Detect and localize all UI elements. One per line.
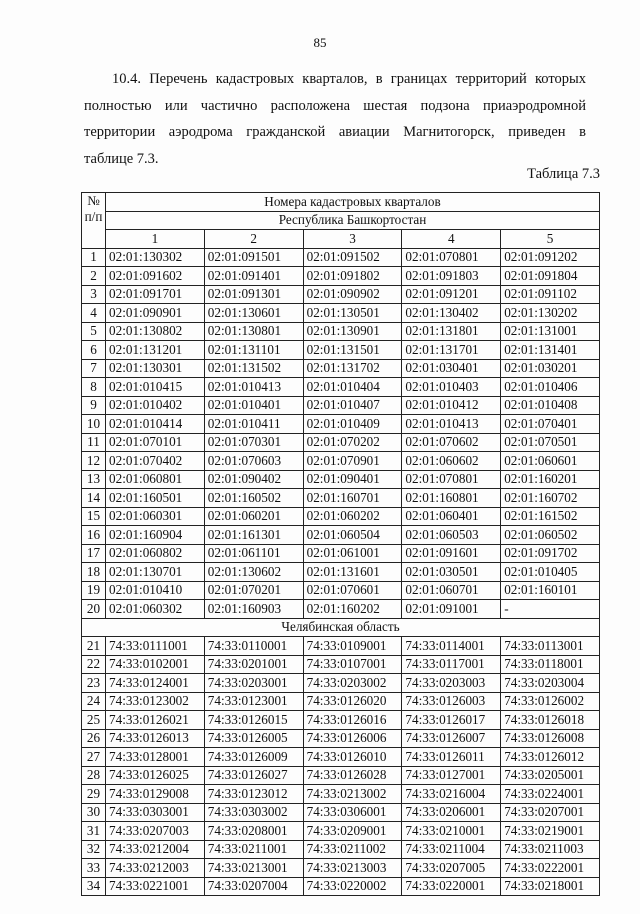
cadastral-code-cell: 02:01:060401	[402, 507, 501, 526]
cadastral-code-cell: 74:33:0126016	[303, 711, 402, 730]
cadastral-code-cell: 02:01:131501	[303, 341, 402, 360]
cadastral-code-cell: 74:33:0128001	[106, 748, 205, 767]
cadastral-code-cell: 02:01:060301	[106, 507, 205, 526]
column-number: 1	[106, 230, 205, 249]
table-row	[82, 489, 600, 508]
cadastral-code-cell: 74:33:0111001	[106, 637, 205, 656]
cadastral-code-cell: 02:01:060801	[106, 470, 205, 489]
cadastral-code-cell: 02:01:010402	[106, 396, 205, 415]
cadastral-code-cell: 02:01:010415	[106, 378, 205, 397]
cadastral-code-cell: 74:33:0203004	[501, 674, 600, 693]
cadastral-code-cell: 02:01:130202	[501, 304, 600, 323]
row-number: 21	[82, 637, 106, 656]
cadastral-code-cell: 02:01:030401	[402, 359, 501, 378]
table-row	[82, 526, 600, 545]
cadastral-code-cell: 02:01:060504	[303, 526, 402, 545]
cadastral-code-cell: 02:01:160502	[204, 489, 303, 508]
table-row	[82, 507, 600, 526]
column-number: 3	[303, 230, 402, 249]
cadastral-code-cell: 02:01:091803	[402, 267, 501, 286]
cadastral-code-cell: 02:01:160702	[501, 489, 600, 508]
cadastral-code-cell: 74:33:0213003	[303, 859, 402, 878]
cadastral-code-cell: 74:33:0213002	[303, 785, 402, 804]
cadastral-code-cell: 74:33:0126007	[402, 729, 501, 748]
table-row	[82, 859, 600, 878]
cadastral-code-cell: 02:01:070602	[402, 433, 501, 452]
row-number: 13	[82, 470, 106, 489]
row-number: 7	[82, 359, 106, 378]
row-number: 23	[82, 674, 106, 693]
cadastral-code-cell: 74:33:0126005	[204, 729, 303, 748]
row-number: 6	[82, 341, 106, 360]
cadastral-code-cell: 74:33:0218001	[501, 877, 600, 896]
cadastral-code-cell: 74:33:0126009	[204, 748, 303, 767]
cadastral-code-cell: 02:01:060503	[402, 526, 501, 545]
cadastral-code-cell: 74:33:0210001	[402, 822, 501, 841]
cadastral-code-cell: 02:01:010412	[402, 396, 501, 415]
header-number-abbr: п/п	[84, 209, 103, 224]
column-number: 5	[501, 230, 600, 249]
cadastral-code-cell: 74:33:0126010	[303, 748, 402, 767]
row-number: 31	[82, 822, 106, 841]
cadastral-code-cell: 02:01:070202	[303, 433, 402, 452]
cadastral-code-cell: 74:33:0211004	[402, 840, 501, 859]
cadastral-code-cell: 02:01:070101	[106, 433, 205, 452]
cadastral-code-cell: 74:33:0211003	[501, 840, 600, 859]
paragraph-line: территории аэродрома гражданской авиации Магнитогорск, приведен в	[84, 124, 586, 140]
cadastral-code-cell: 74:33:0212003	[106, 859, 205, 878]
cadastral-code-cell: 02:01:130301	[106, 359, 205, 378]
cadastral-code-cell: 74:33:0126006	[303, 729, 402, 748]
cadastral-code-cell: 74:33:0211001	[204, 840, 303, 859]
cadastral-code-cell: 74:33:0220001	[402, 877, 501, 896]
table-row	[82, 729, 600, 748]
cadastral-code-cell: -	[501, 600, 600, 619]
row-number: 11	[82, 433, 106, 452]
row-number: 8	[82, 378, 106, 397]
cadastral-code-cell: 74:33:0126011	[402, 748, 501, 767]
table-header-row	[82, 193, 600, 212]
cadastral-code-cell: 02:01:070801	[402, 470, 501, 489]
header-number-cell	[82, 193, 106, 249]
cadastral-code-cell: 74:33:0123002	[106, 692, 205, 711]
cadastral-code-cell: 74:33:0110001	[204, 637, 303, 656]
cadastral-code-cell: 74:33:0224001	[501, 785, 600, 804]
cadastral-code-cell: 02:01:061001	[303, 544, 402, 563]
row-number: 3	[82, 285, 106, 304]
cadastral-code-cell: 02:01:010409	[303, 415, 402, 434]
cadastral-code-cell: 02:01:091702	[501, 544, 600, 563]
header-number-sign: №	[87, 193, 100, 208]
cadastral-code-cell: 74:33:0201001	[204, 655, 303, 674]
cadastral-code-cell: 74:33:0208001	[204, 822, 303, 841]
cadastral-code-cell: 02:01:161502	[501, 507, 600, 526]
cadastral-code-cell: 74:33:0219001	[501, 822, 600, 841]
cadastral-code-cell: 74:33:0209001	[303, 822, 402, 841]
table-row	[82, 433, 600, 452]
table-row	[82, 581, 600, 600]
column-number: 2	[204, 230, 303, 249]
cadastral-code-cell: 02:01:010414	[106, 415, 205, 434]
cadastral-code-cell: 74:33:0113001	[501, 637, 600, 656]
cadastral-code-cell: 02:01:060802	[106, 544, 205, 563]
cadastral-code-cell: 74:33:0203002	[303, 674, 402, 693]
cadastral-code-cell: 74:33:0221001	[106, 877, 205, 896]
cadastral-code-cell: 74:33:0306001	[303, 803, 402, 822]
row-number: 24	[82, 692, 106, 711]
cadastral-code-cell: 74:33:0109001	[303, 637, 402, 656]
cadastral-code-cell: 02:01:161301	[204, 526, 303, 545]
cadastral-code-cell: 02:01:070301	[204, 433, 303, 452]
table-row	[82, 692, 600, 711]
cadastral-code-cell: 02:01:160904	[106, 526, 205, 545]
cadastral-code-cell: 02:01:160701	[303, 489, 402, 508]
table-row	[82, 563, 600, 582]
cadastral-code-cell: 74:33:0206001	[402, 803, 501, 822]
cadastral-code-cell: 02:01:070603	[204, 452, 303, 471]
section-title: Челябинская область	[82, 618, 600, 637]
row-number: 28	[82, 766, 106, 785]
row-number: 18	[82, 563, 106, 582]
row-number: 9	[82, 396, 106, 415]
cadastral-code-cell: 02:01:131801	[402, 322, 501, 341]
cadastral-code-cell: 74:33:0207005	[402, 859, 501, 878]
section-title: Республика Башкортостан	[106, 211, 600, 230]
cadastral-code-cell: 74:33:0303001	[106, 803, 205, 822]
paragraph-line: таблице 7.3.	[84, 150, 159, 167]
cadastral-code-cell: 74:33:0211002	[303, 840, 402, 859]
table-row	[82, 766, 600, 785]
cadastral-code-cell: 74:33:0205001	[501, 766, 600, 785]
cadastral-code-cell: 02:01:130701	[106, 563, 205, 582]
cadastral-code-cell: 74:33:0126003	[402, 692, 501, 711]
cadastral-code-cell: 74:33:0216004	[402, 785, 501, 804]
cadastral-code-cell: 02:01:061101	[204, 544, 303, 563]
cadastral-code-cell: 74:33:0126028	[303, 766, 402, 785]
cadastral-code-cell: 02:01:060602	[402, 452, 501, 471]
cadastral-code-cell: 02:01:091201	[402, 285, 501, 304]
cadastral-code-cell: 02:01:131601	[303, 563, 402, 582]
table-row	[82, 285, 600, 304]
cadastral-code-cell: 02:01:010401	[204, 396, 303, 415]
table-row	[82, 415, 600, 434]
row-number: 10	[82, 415, 106, 434]
row-number: 4	[82, 304, 106, 323]
row-number: 12	[82, 452, 106, 471]
cadastral-code-cell: 74:33:0126002	[501, 692, 600, 711]
cadastral-code-cell: 02:01:060201	[204, 507, 303, 526]
table-row	[82, 748, 600, 767]
cadastral-code-cell: 02:01:160903	[204, 600, 303, 619]
cadastral-code-cell: 74:33:0117001	[402, 655, 501, 674]
header-main-title: Номера кадастровых кварталов	[106, 193, 600, 212]
table-row	[82, 674, 600, 693]
cadastral-code-cell: 02:01:091502	[303, 248, 402, 267]
row-number: 32	[82, 840, 106, 859]
cadastral-code-cell: 02:01:060302	[106, 600, 205, 619]
intro-paragraph	[84, 66, 586, 172]
table-row	[82, 470, 600, 489]
cadastral-code-cell: 02:01:091202	[501, 248, 600, 267]
cadastral-code-cell: 02:01:010407	[303, 396, 402, 415]
cadastral-code-cell: 02:01:091804	[501, 267, 600, 286]
cadastral-code-cell: 02:01:131701	[402, 341, 501, 360]
table-row	[82, 600, 600, 619]
cadastral-code-cell: 74:33:0207001	[501, 803, 600, 822]
cadastral-code-cell: 02:01:090902	[303, 285, 402, 304]
cadastral-code-cell: 02:01:010410	[106, 581, 205, 600]
table-body	[82, 248, 600, 896]
cadastral-code-cell: 74:33:0107001	[303, 655, 402, 674]
cadastral-code-cell: 02:01:091601	[402, 544, 501, 563]
cadastral-code-cell: 02:01:070401	[501, 415, 600, 434]
cadastral-code-cell: 02:01:091401	[204, 267, 303, 286]
cadastral-code-cell: 02:01:160801	[402, 489, 501, 508]
cadastral-code-cell: 74:33:0303002	[204, 803, 303, 822]
cadastral-code-cell: 02:01:060502	[501, 526, 600, 545]
row-number: 20	[82, 600, 106, 619]
cadastral-code-cell: 02:01:060601	[501, 452, 600, 471]
cadastral-code-cell: 02:01:160201	[501, 470, 600, 489]
paragraph-line: полностью или частично расположена шестая подзона приаэродромной	[84, 97, 586, 114]
table-row	[82, 322, 600, 341]
cadastral-code-cell: 02:01:090402	[204, 470, 303, 489]
cadastral-code-cell: 02:01:130602	[204, 563, 303, 582]
page-number: 85	[313, 35, 327, 50]
column-number: 4	[402, 230, 501, 249]
cadastral-code-cell: 02:01:090901	[106, 304, 205, 323]
cadastral-code-cell: 74:33:0203003	[402, 674, 501, 693]
cadastral-code-cell: 74:33:0213001	[204, 859, 303, 878]
row-number: 2	[82, 267, 106, 286]
cadastral-code-cell: 02:01:131401	[501, 341, 600, 360]
cadastral-code-cell: 02:01:070402	[106, 452, 205, 471]
cadastral-code-cell: 02:01:130302	[106, 248, 205, 267]
cadastral-code-cell: 02:01:091001	[402, 600, 501, 619]
row-number: 22	[82, 655, 106, 674]
row-number: 19	[82, 581, 106, 600]
row-number: 29	[82, 785, 106, 804]
cadastral-code-cell: 02:01:131001	[501, 322, 600, 341]
cadastral-code-cell: 02:01:090401	[303, 470, 402, 489]
cadastral-quarters-table	[81, 192, 600, 896]
cadastral-code-cell: 74:33:0126025	[106, 766, 205, 785]
cadastral-code-cell: 02:01:160202	[303, 600, 402, 619]
table-region-row	[82, 211, 600, 230]
row-number: 15	[82, 507, 106, 526]
cadastral-code-cell: 02:01:091301	[204, 285, 303, 304]
table-row	[82, 378, 600, 397]
table-row	[82, 840, 600, 859]
row-number: 16	[82, 526, 106, 545]
cadastral-code-cell: 02:01:060701	[402, 581, 501, 600]
cadastral-code-cell: 02:01:130501	[303, 304, 402, 323]
cadastral-code-cell: 02:01:091102	[501, 285, 600, 304]
cadastral-code-cell: 02:01:010406	[501, 378, 600, 397]
cadastral-code-cell: 02:01:010405	[501, 563, 600, 582]
cadastral-code-cell: 74:33:0114001	[402, 637, 501, 656]
row-number: 26	[82, 729, 106, 748]
table-row	[82, 655, 600, 674]
cadastral-code-cell: 02:01:091602	[106, 267, 205, 286]
row-number: 30	[82, 803, 106, 822]
table-row	[82, 877, 600, 896]
row-number: 34	[82, 877, 106, 896]
cadastral-code-cell: 02:01:160501	[106, 489, 205, 508]
row-number: 5	[82, 322, 106, 341]
cadastral-code-cell: 02:01:010411	[204, 415, 303, 434]
cadastral-code-cell: 02:01:030501	[402, 563, 501, 582]
cadastral-code-cell: 02:01:070601	[303, 581, 402, 600]
cadastral-code-cell: 02:01:160101	[501, 581, 600, 600]
table-row	[82, 359, 600, 378]
table-row	[82, 803, 600, 822]
cadastral-code-cell: 02:01:070901	[303, 452, 402, 471]
table-row	[82, 304, 600, 323]
cadastral-code-cell: 74:33:0129008	[106, 785, 205, 804]
cadastral-code-cell: 74:33:0126021	[106, 711, 205, 730]
cadastral-code-cell: 74:33:0212004	[106, 840, 205, 859]
table-row	[82, 396, 600, 415]
row-number: 27	[82, 748, 106, 767]
table-row	[82, 544, 600, 563]
section-row	[82, 618, 600, 637]
row-number: 25	[82, 711, 106, 730]
cadastral-code-cell: 74:33:0126017	[402, 711, 501, 730]
table-row	[82, 452, 600, 471]
cadastral-code-cell: 02:01:130801	[204, 322, 303, 341]
row-number: 17	[82, 544, 106, 563]
cadastral-code-cell: 74:33:0207003	[106, 822, 205, 841]
cadastral-code-cell: 74:33:0118001	[501, 655, 600, 674]
cadastral-code-cell: 74:33:0126012	[501, 748, 600, 767]
table-caption: Таблица 7.3	[527, 166, 600, 182]
row-number: 14	[82, 489, 106, 508]
table-row	[82, 248, 600, 267]
table-row	[82, 637, 600, 656]
cadastral-code-cell: 74:33:0203001	[204, 674, 303, 693]
row-number: 33	[82, 859, 106, 878]
cadastral-code-cell: 02:01:010408	[501, 396, 600, 415]
cadastral-code-cell: 02:01:131201	[106, 341, 205, 360]
cadastral-code-cell: 02:01:010404	[303, 378, 402, 397]
cadastral-code-cell: 74:33:0102001	[106, 655, 205, 674]
cadastral-code-cell: 02:01:091802	[303, 267, 402, 286]
cadastral-code-cell: 74:33:0220002	[303, 877, 402, 896]
cadastral-code-cell: 02:01:130802	[106, 322, 205, 341]
cadastral-code-cell: 74:33:0126027	[204, 766, 303, 785]
row-number: 1	[82, 248, 106, 267]
cadastral-code-cell: 02:01:070201	[204, 581, 303, 600]
cadastral-code-cell: 02:01:010413	[204, 378, 303, 397]
cadastral-code-cell: 74:33:0127001	[402, 766, 501, 785]
cadastral-code-cell: 02:01:130901	[303, 322, 402, 341]
cadastral-code-cell: 02:01:131502	[204, 359, 303, 378]
cadastral-code-cell: 02:01:130402	[402, 304, 501, 323]
column-numbers-row	[82, 230, 600, 249]
cadastral-code-cell: 02:01:070501	[501, 433, 600, 452]
table-row	[82, 711, 600, 730]
cadastral-code-cell: 74:33:0126013	[106, 729, 205, 748]
cadastral-code-cell: 74:33:0126015	[204, 711, 303, 730]
cadastral-code-cell: 02:01:070801	[402, 248, 501, 267]
cadastral-code-cell: 02:01:130601	[204, 304, 303, 323]
cadastral-code-cell: 02:01:060202	[303, 507, 402, 526]
cadastral-code-cell: 74:33:0126018	[501, 711, 600, 730]
cadastral-code-cell: 02:01:010413	[402, 415, 501, 434]
cadastral-code-cell: 02:01:131101	[204, 341, 303, 360]
cadastral-code-cell: 02:01:091701	[106, 285, 205, 304]
cadastral-code-cell: 74:33:0222001	[501, 859, 600, 878]
cadastral-code-cell: 02:01:131702	[303, 359, 402, 378]
cadastral-code-cell: 74:33:0126020	[303, 692, 402, 711]
paragraph-line: 10.4. Перечень кадастровых кварталов, в границах территорий которых	[112, 71, 586, 87]
table-row	[82, 785, 600, 804]
cadastral-code-cell: 02:01:030201	[501, 359, 600, 378]
cadastral-code-cell: 74:33:0123012	[204, 785, 303, 804]
cadastral-code-cell: 74:33:0123001	[204, 692, 303, 711]
table-row	[82, 341, 600, 360]
table-row	[82, 822, 600, 841]
cadastral-code-cell: 74:33:0126008	[501, 729, 600, 748]
table-row	[82, 267, 600, 286]
cadastral-code-cell: 02:01:010403	[402, 378, 501, 397]
cadastral-code-cell: 02:01:091501	[204, 248, 303, 267]
cadastral-code-cell: 74:33:0207004	[204, 877, 303, 896]
cadastral-code-cell: 74:33:0124001	[106, 674, 205, 693]
